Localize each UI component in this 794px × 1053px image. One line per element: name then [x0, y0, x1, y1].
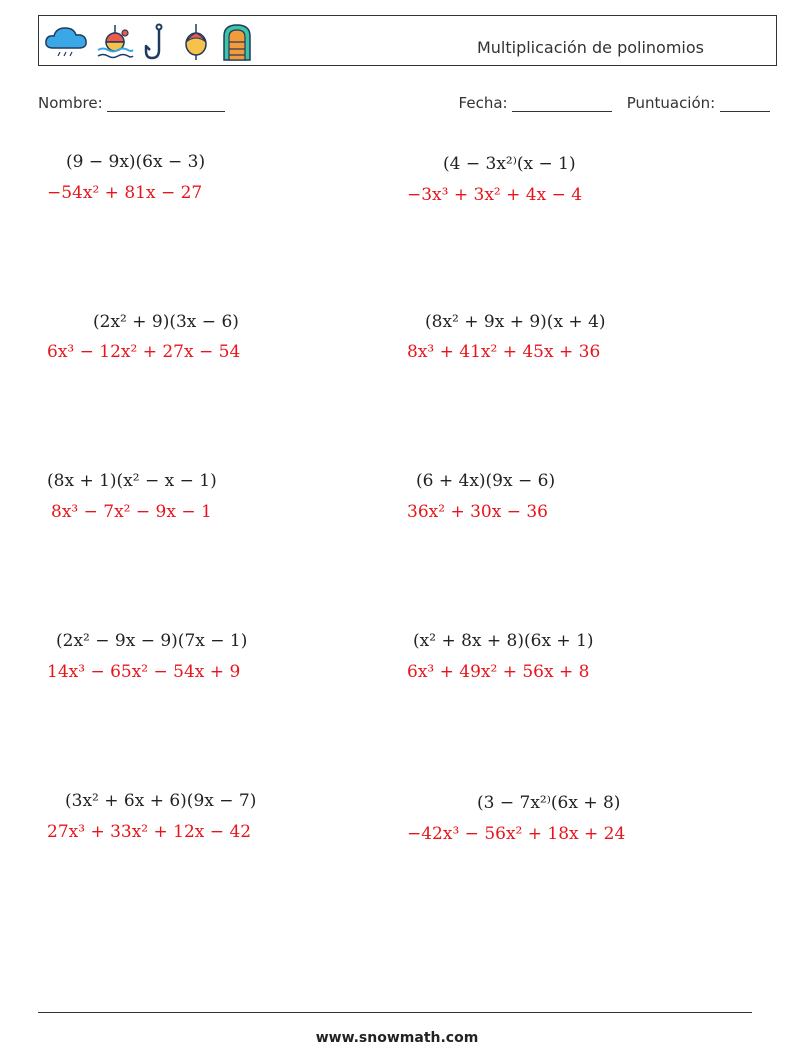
problem-answer: 8x³ + 41x² + 45x + 36	[407, 342, 601, 362]
fishing-float-icon	[179, 22, 213, 62]
name-blank[interactable]	[107, 96, 225, 112]
footer-website[interactable]: www.snowmath.com	[315, 1030, 479, 1046]
problem-expression: (x² + 8x + 8)(6x + 1)	[413, 631, 594, 651]
fishing-hook-icon	[141, 22, 173, 62]
problem-expression: (3x² + 6x + 6)(9x − 7)	[65, 791, 257, 811]
cloud-rain-icon	[43, 22, 89, 62]
problem-expression: (9 − 9x)(6x − 3)	[66, 152, 206, 172]
score-label: Puntuación:	[626, 94, 716, 112]
student-info-row	[38, 94, 770, 116]
footer-divider	[38, 1012, 752, 1013]
problem-answer: 14x³ − 65x² − 54x + 9	[47, 662, 241, 682]
problem-expression: (3 − 7x²⁾(6x + 8)	[477, 793, 621, 813]
problem-expression: (4 − 3x²⁾(x − 1)	[443, 154, 576, 174]
problem-expression: (8x + 1)(x² − x − 1)	[47, 471, 217, 491]
problem-expression: (2x² + 9)(3x − 6)	[93, 312, 239, 332]
problem-expression: (2x² − 9x − 9)(7x − 1)	[56, 631, 248, 651]
date-score-fields	[459, 94, 770, 112]
problem-answer: 6x³ − 12x² + 27x − 54	[47, 342, 241, 362]
fishing-bobber-water-icon	[95, 22, 135, 62]
date-label: Fecha:	[458, 94, 508, 112]
worksheet-title: Multiplicación de polinomios	[476, 38, 704, 57]
header-icons	[43, 22, 255, 62]
score-blank[interactable]	[720, 96, 770, 112]
date-blank[interactable]	[512, 96, 612, 112]
problem-answer: −54x² + 81x − 27	[47, 183, 203, 203]
problem-expression: (6 + 4x)(9x − 6)	[416, 471, 556, 491]
problem-expression: (8x² + 9x + 9)(x + 4)	[425, 312, 606, 332]
problem-answer: 36x² + 30x − 36	[407, 502, 548, 522]
problem-answer: 27x³ + 33x² + 12x − 42	[47, 822, 252, 842]
worksheet-header	[38, 15, 777, 66]
problem-answer: 6x³ + 49x² + 56x + 8	[407, 662, 590, 682]
name-label: Nombre:	[38, 94, 103, 112]
name-field	[38, 94, 225, 112]
life-raft-icon	[219, 22, 255, 62]
problem-answer: −3x³ + 3x² + 4x − 4	[407, 185, 583, 205]
problem-answer: −42x³ − 56x² + 18x + 24	[407, 824, 626, 844]
problem-answer: 8x³ − 7x² − 9x − 1	[51, 502, 212, 522]
